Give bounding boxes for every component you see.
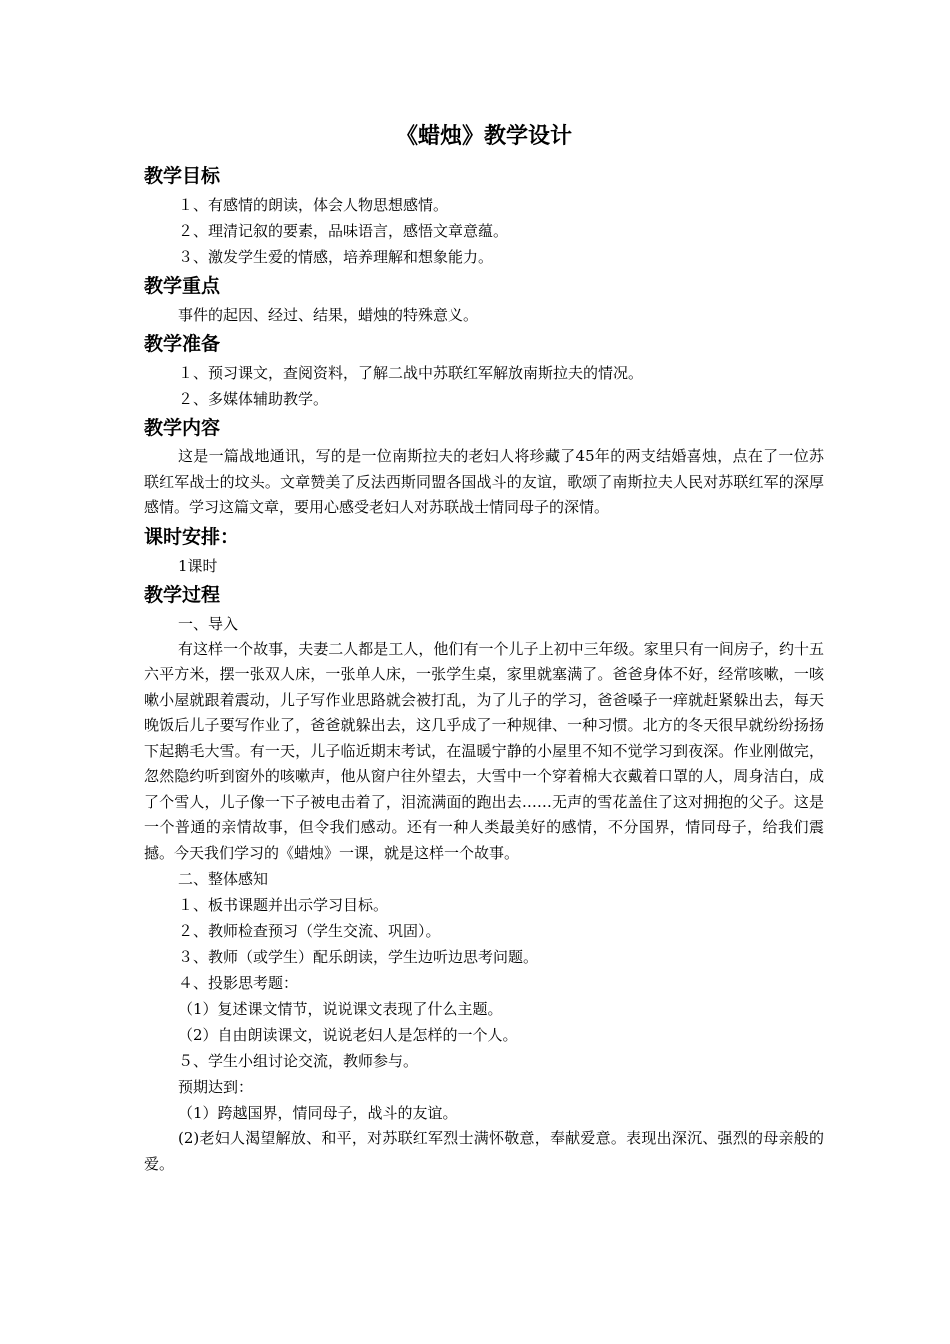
process-step: ４、投影思考题： (178, 974, 299, 992)
process-step: （2）自由朗读课文，说说老妇人是怎样的一个人。 (178, 1026, 518, 1044)
goal-item-3: ３、激发学生爱的情感，培养理解和想象能力。 (178, 248, 494, 266)
heading-teaching-goals: 教学目标 (144, 165, 221, 187)
process-step: 预期达到： (178, 1078, 254, 1096)
prep-item-2: ２、多媒体辅助教学。 (178, 390, 329, 408)
focus-text: 事件的起因、经过、结果，蜡烛的特殊意义。 (178, 306, 479, 324)
heading-schedule: 课时安排： (144, 525, 240, 548)
heading-teaching-process: 教学过程 (144, 583, 221, 606)
heading-teaching-content: 教学内容 (144, 417, 221, 439)
overall-label: 二、整体感知 (178, 870, 269, 888)
content-paragraph: 这是一篇战地通讯，写的是一位南斯拉夫的老妇人将珍藏了45年的两支结婚喜烛，点在了一位苏联红军战士的坟头。文章赞美了反法西斯同盟各国战斗的友谊，歌颂了南斯拉夫人民对苏联红军的深厚感情。学习这篇文章，要用心感受老妇人对苏联战士情同母子的深情。 (144, 447, 824, 516)
process-step: ５、学生小组讨论交流，教师参与。 (178, 1052, 419, 1070)
process-step: ３、教师（或学生）配乐朗读，学生边听边思考问题。 (178, 948, 539, 966)
intro-paragraph: 有这样一个故事，夫妻二人都是工人，他们有一个儿子上初中三年级。家里只有一间房子，约十五六平方米，摆一张双人床，一张单人床，一张学生桌，家里就塞满了。爸爸身体不好，经常咳嗽，一咳嗽小屋就跟着震动，儿子写作业思路就会被打乱，为了儿子的学习，爸爸嗓子一痒就赶紧躲出去，每天晚饭后儿子要写作业了，爸爸就躲出去，这几乎成了一种规律、一种习惯。北方的冬天很早就纷纷扬扬下起鹅毛大雪。有一天，儿子临近期末考试，在温暖宁静的小屋里不知不觉学习到夜深。作业刚做完，忽然隐约听到窗外的咳嗽声，他从窗户往外望去，大雪中一个穿着棉大衣戴着口罩的人，周身洁白，成了个雪人，儿子像一下子被电击着了，泪流满面的跑出去……无声的雪花盖住了这对拥抱的父子。这是一个普通的亲情故事，但令我们感动。还有一种人类最美好的感情，不分国界，情同母子，给我们震撼。今天我们学习的《蜡烛》一课，就是这样一个故事。 (144, 639, 824, 862)
goal-item-1: １、有感情的朗读，体会人物思想感情。 (178, 196, 449, 214)
intro-label: 一、导入 (178, 614, 239, 633)
process-step: （1）复述课文情节，说说课文表现了什么主题。 (178, 1000, 503, 1018)
prep-item-1: １、预习课文，查阅资料，了解二战中苏联红军解放南斯拉夫的情况。 (178, 364, 644, 382)
heading-teaching-prep: 教学准备 (144, 333, 221, 355)
document-title: 《蜡烛》教学设计 (395, 123, 572, 149)
process-step: （1）跨越国界，情同母子，战斗的友谊。 (178, 1104, 458, 1122)
document-page (144, 118, 824, 1177)
goal-item-2: ２、理清记叙的要素，品味语言，感悟文章意蕴。 (178, 222, 509, 240)
heading-teaching-focus: 教学重点 (144, 275, 221, 297)
schedule-text: 1课时 (178, 556, 218, 575)
process-step: ２、教师检查预习（学生交流、巩固）。 (178, 922, 441, 940)
final-paragraph: (2)老妇人渴望解放、和平，对苏联红军烈士满怀敬意，奉献爱意。表现出深沉、强烈的母亲般的爱。 (144, 1129, 824, 1173)
process-step: １、板书课题并出示学习目标。 (178, 896, 389, 914)
